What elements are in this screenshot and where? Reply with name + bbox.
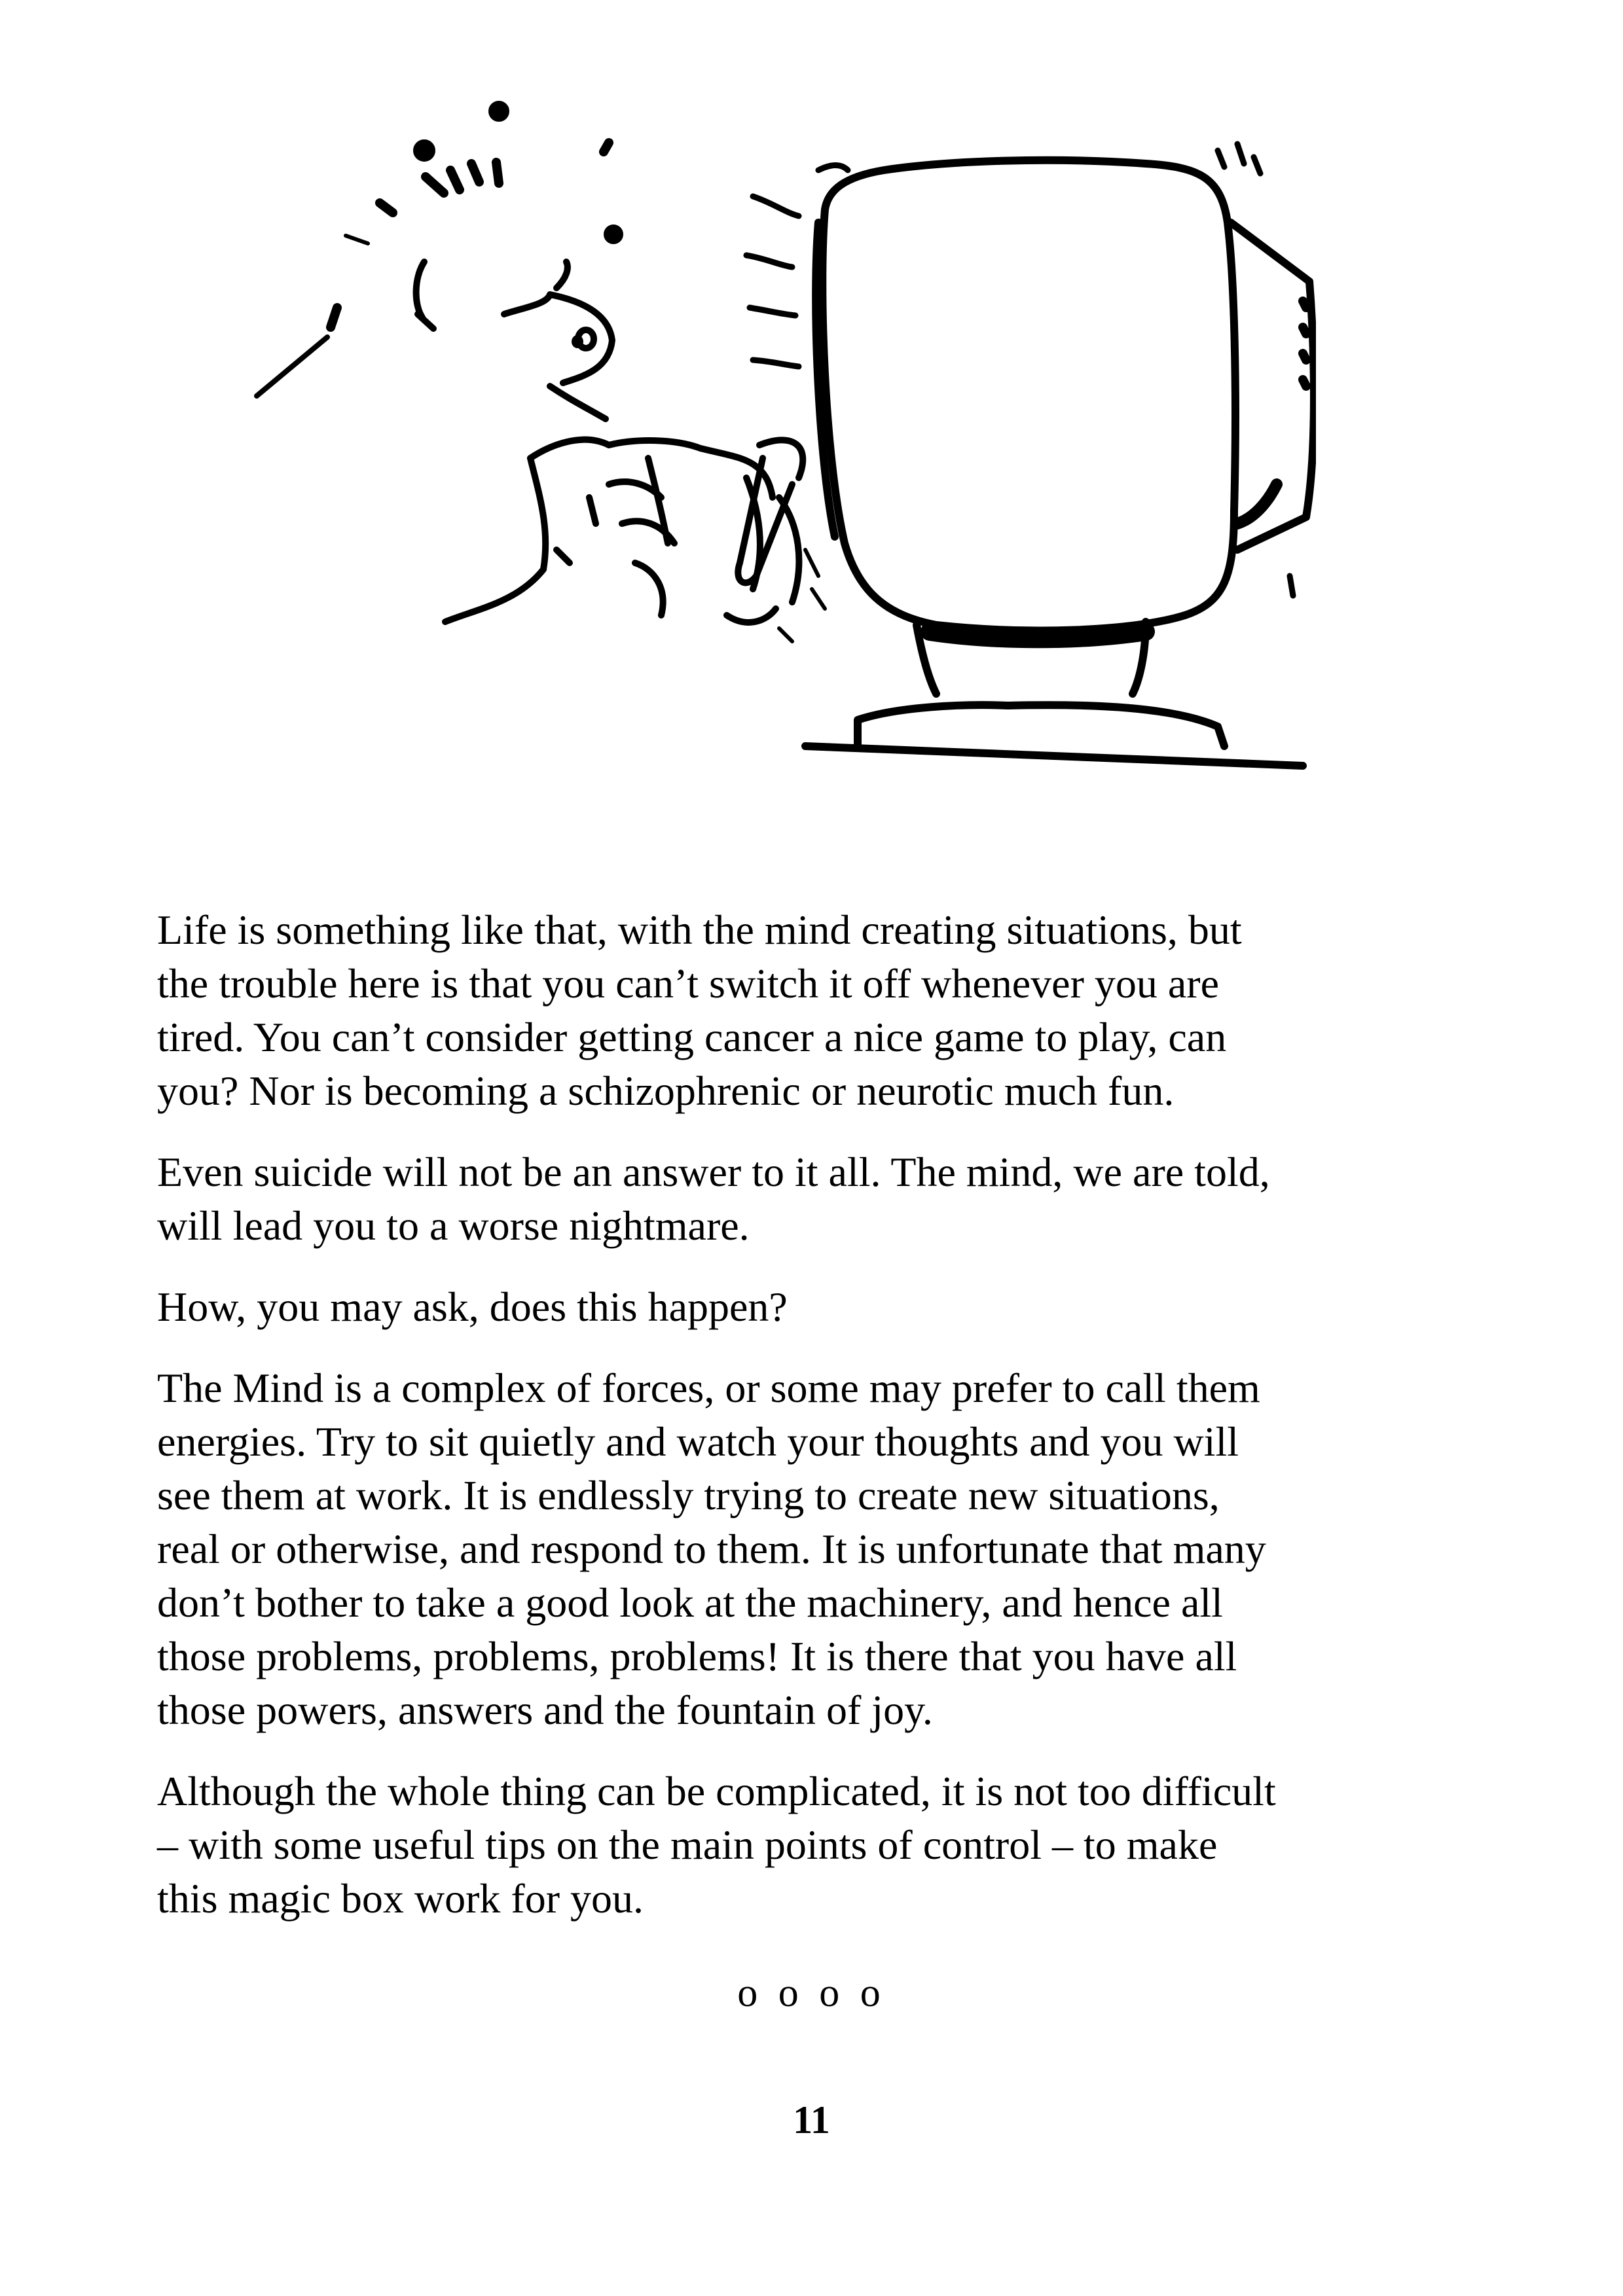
text-line: will lead you to a worse nightmare. — [157, 1202, 750, 1249]
man-hitting-computer-monitor-drawing — [242, 92, 1316, 805]
fist-icon — [609, 440, 825, 641]
paragraph-1 — [157, 903, 1493, 1118]
paragraph-2 — [157, 1145, 1493, 1253]
man-head-icon — [416, 262, 612, 622]
text-line: those problems, problems, problems! It is there that you have all — [157, 1633, 1237, 1679]
paragraph-3 — [157, 1280, 1493, 1334]
text-line: don’t bother to take a good look at the machinery, and hence all — [157, 1579, 1223, 1626]
paragraph-5 — [157, 1765, 1493, 1926]
body-text — [157, 903, 1493, 1953]
text-line: see them at work. It is endlessly trying to create new situations, — [157, 1472, 1220, 1518]
text-line: energies. Try to sit quietly and watch your thoughts and you will — [157, 1418, 1239, 1465]
paragraph-4 — [157, 1361, 1493, 1737]
text-line: Even suicide will not be an answer to it all. The mind, we are told, — [157, 1149, 1270, 1195]
text-line: – with some useful tips on the main points of control – to make — [157, 1821, 1218, 1868]
text-line: those powers, answers and the fountain of joy. — [157, 1687, 933, 1733]
text-line: Life is something like that, with the mind creating situations, but — [157, 906, 1242, 953]
computer-monitor-icon — [805, 160, 1314, 766]
section-separator: o o o o — [737, 1971, 886, 2015]
text-line: you? Nor is becoming a schizophrenic or neurotic much fun. — [157, 1067, 1175, 1114]
text-line: Although the whole thing can be complicated, it is not too difficult — [157, 1768, 1276, 1814]
text-line: this magic box work for you. — [157, 1875, 644, 1922]
text-line: tired. You can’t consider getting cancer a nice game to play, can — [157, 1014, 1227, 1060]
text-line: The Mind is a complex of forces, or some may prefer to call them — [157, 1365, 1260, 1411]
text-line: How, you may ask, does this happen? — [157, 1283, 788, 1330]
page-number: 11 — [793, 2098, 830, 2142]
agitation-marks-icon — [257, 105, 619, 396]
text-line: the trouble here is that you can’t switch it off whenever you are — [157, 960, 1219, 1007]
text-line: real or otherwise, and respond to them. It is unfortunate that many — [157, 1526, 1266, 1572]
